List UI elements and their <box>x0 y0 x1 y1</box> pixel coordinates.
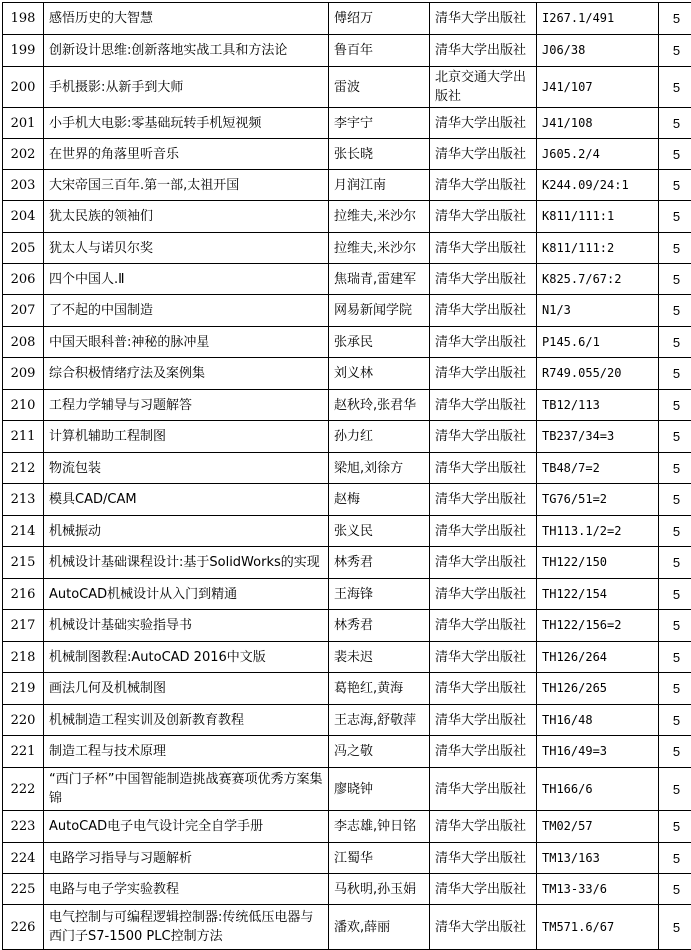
book-list-table <box>2 2 691 950</box>
call-number: TH122/156=2 <box>537 610 659 642</box>
row-number: 214 <box>3 516 44 547</box>
row-number: 207 <box>3 295 44 327</box>
call-number: I267.1/491 <box>537 3 659 35</box>
book-title: 四个中国人.Ⅱ <box>44 264 329 295</box>
row-number: 212 <box>3 453 44 484</box>
table-row <box>3 170 691 201</box>
book-author: 裴未迟 <box>329 642 430 673</box>
call-number: TH122/154 <box>537 579 659 610</box>
call-number: J605.2/4 <box>537 139 659 170</box>
row-number: 220 <box>3 705 44 736</box>
row-number: 202 <box>3 139 44 170</box>
book-author: 拉维夫,米沙尔 <box>329 201 430 233</box>
book-author: 林秀君 <box>329 610 430 642</box>
book-title: 在世界的角落里听音乐 <box>44 139 329 170</box>
row-number: 218 <box>3 642 44 673</box>
book-title: 感悟历史的大智慧 <box>44 3 329 35</box>
book-author: 林秀君 <box>329 547 430 579</box>
book-publisher: 清华大学出版社 <box>430 3 537 35</box>
table-row <box>3 139 691 170</box>
copy-count: 5 <box>659 843 691 874</box>
book-title: 机械设计基础课程设计:基于SolidWorks的实现 <box>44 547 329 579</box>
row-number: 209 <box>3 358 44 390</box>
table-row <box>3 390 691 421</box>
book-publisher: 清华大学出版社 <box>430 233 537 264</box>
book-publisher: 清华大学出版社 <box>430 642 537 673</box>
call-number: R749.055/20 <box>537 358 659 390</box>
copy-count: 5 <box>659 358 691 390</box>
row-number: 221 <box>3 736 44 768</box>
table-row <box>3 874 691 905</box>
row-number: 226 <box>3 905 44 950</box>
table-row <box>3 516 691 547</box>
book-publisher: 清华大学出版社 <box>430 736 537 768</box>
book-list-body <box>3 3 691 950</box>
copy-count: 5 <box>659 421 691 453</box>
book-author: 赵梅 <box>329 484 430 516</box>
copy-count: 5 <box>659 874 691 905</box>
book-publisher: 清华大学出版社 <box>430 264 537 295</box>
copy-count: 5 <box>659 35 691 67</box>
table-row <box>3 610 691 642</box>
book-author: 雷波 <box>329 67 430 108</box>
book-author: 马秋明,孙玉娟 <box>329 874 430 905</box>
book-title: 工程力学辅导与习题解答 <box>44 390 329 421</box>
book-author: 葛艳红,黄海 <box>329 673 430 705</box>
table-row <box>3 421 691 453</box>
call-number: J41/108 <box>537 108 659 139</box>
book-title: 犹太民族的领袖们 <box>44 201 329 233</box>
book-publisher: 清华大学出版社 <box>430 610 537 642</box>
book-author: 张长晓 <box>329 139 430 170</box>
table-row <box>3 295 691 327</box>
book-author: 张义民 <box>329 516 430 547</box>
book-publisher: 清华大学出版社 <box>430 484 537 516</box>
book-publisher: 清华大学出版社 <box>430 579 537 610</box>
table-row <box>3 3 691 35</box>
row-number: 213 <box>3 484 44 516</box>
copy-count: 5 <box>659 579 691 610</box>
book-publisher: 清华大学出版社 <box>430 768 537 811</box>
book-title: 创新设计思维:创新落地实战工具和方法论 <box>44 35 329 67</box>
table-row <box>3 264 691 295</box>
book-author: 孙力红 <box>329 421 430 453</box>
table-row <box>3 547 691 579</box>
copy-count: 5 <box>659 736 691 768</box>
book-title: 模具CAD/CAM <box>44 484 329 516</box>
table-row <box>3 579 691 610</box>
row-number: 201 <box>3 108 44 139</box>
call-number: TH122/150 <box>537 547 659 579</box>
book-publisher: 清华大学出版社 <box>430 874 537 905</box>
book-publisher: 清华大学出版社 <box>430 295 537 327</box>
call-number: TM13/163 <box>537 843 659 874</box>
call-number: TB48/7=2 <box>537 453 659 484</box>
row-number: 199 <box>3 35 44 67</box>
book-title: 手机摄影:从新手到大师 <box>44 67 329 108</box>
copy-count: 5 <box>659 170 691 201</box>
book-author: 李志雄,钟日铭 <box>329 811 430 843</box>
table-row <box>3 327 691 358</box>
table-row <box>3 811 691 843</box>
book-author: 廖晓钟 <box>329 768 430 811</box>
book-publisher: 清华大学出版社 <box>430 35 537 67</box>
book-title: 机械振动 <box>44 516 329 547</box>
book-author: 梁旭,刘徐方 <box>329 453 430 484</box>
book-title: 了不起的中国制造 <box>44 295 329 327</box>
table-row <box>3 673 691 705</box>
copy-count: 5 <box>659 453 691 484</box>
row-number: 224 <box>3 843 44 874</box>
book-publisher: 清华大学出版社 <box>430 843 537 874</box>
row-number: 216 <box>3 579 44 610</box>
book-publisher: 清华大学出版社 <box>430 516 537 547</box>
copy-count: 5 <box>659 905 691 950</box>
book-title: 物流包装 <box>44 453 329 484</box>
book-publisher: 北京交通大学出版社 <box>430 67 537 108</box>
copy-count: 5 <box>659 390 691 421</box>
book-publisher: 清华大学出版社 <box>430 421 537 453</box>
row-number: 204 <box>3 201 44 233</box>
table-row <box>3 484 691 516</box>
call-number: TM571.6/67 <box>537 905 659 950</box>
call-number: K825.7/67:2 <box>537 264 659 295</box>
book-title: 计算机辅助工程制图 <box>44 421 329 453</box>
book-author: 冯之敬 <box>329 736 430 768</box>
call-number: K811/111:1 <box>537 201 659 233</box>
table-row <box>3 67 691 108</box>
book-author: 刘义林 <box>329 358 430 390</box>
row-number: 217 <box>3 610 44 642</box>
copy-count: 5 <box>659 811 691 843</box>
copy-count: 5 <box>659 3 691 35</box>
call-number: J06/38 <box>537 35 659 67</box>
row-number: 223 <box>3 811 44 843</box>
copy-count: 5 <box>659 673 691 705</box>
table-row <box>3 108 691 139</box>
call-number: TH16/49=3 <box>537 736 659 768</box>
book-publisher: 清华大学出版社 <box>430 139 537 170</box>
copy-count: 5 <box>659 768 691 811</box>
copy-count: 5 <box>659 233 691 264</box>
book-publisher: 清华大学出版社 <box>430 547 537 579</box>
book-title: 大宋帝国三百年.第一部,太祖开国 <box>44 170 329 201</box>
book-title: “西门子杯”中国智能制造挑战赛赛项优秀方案集锦 <box>44 768 329 811</box>
book-author: 网易新闻学院 <box>329 295 430 327</box>
row-number: 205 <box>3 233 44 264</box>
call-number: TB237/34=3 <box>537 421 659 453</box>
row-number: 200 <box>3 67 44 108</box>
copy-count: 5 <box>659 108 691 139</box>
call-number: TH126/265 <box>537 673 659 705</box>
book-author: 鲁百年 <box>329 35 430 67</box>
book-title: 电路与电子学实验教程 <box>44 874 329 905</box>
call-number: TH166/6 <box>537 768 659 811</box>
table-row <box>3 233 691 264</box>
book-title: 小手机大电影:零基础玩转手机短视频 <box>44 108 329 139</box>
book-author: 张承民 <box>329 327 430 358</box>
book-publisher: 清华大学出版社 <box>430 705 537 736</box>
copy-count: 5 <box>659 516 691 547</box>
copy-count: 5 <box>659 264 691 295</box>
call-number: TM13-33/6 <box>537 874 659 905</box>
book-author: 月润江南 <box>329 170 430 201</box>
book-title: 电气控制与可编程逻辑控制器:传统低压电器与西门子S7-1500 PLC控制方法 <box>44 905 329 950</box>
call-number: TM02/57 <box>537 811 659 843</box>
call-number: TH113.1/2=2 <box>537 516 659 547</box>
call-number: TH16/48 <box>537 705 659 736</box>
book-publisher: 清华大学出版社 <box>430 108 537 139</box>
table-row <box>3 768 691 811</box>
copy-count: 5 <box>659 610 691 642</box>
book-title: 电路学习指导与习题解析 <box>44 843 329 874</box>
book-author: 江蜀华 <box>329 843 430 874</box>
row-number: 215 <box>3 547 44 579</box>
table-row <box>3 843 691 874</box>
call-number: J41/107 <box>537 67 659 108</box>
book-title: 制造工程与技术原理 <box>44 736 329 768</box>
book-title: 机械制图教程:AutoCAD 2016中文版 <box>44 642 329 673</box>
book-title: 犹太人与诺贝尔奖 <box>44 233 329 264</box>
book-title: 中国天眼科普:神秘的脉冲星 <box>44 327 329 358</box>
table-row <box>3 453 691 484</box>
row-number: 211 <box>3 421 44 453</box>
book-publisher: 清华大学出版社 <box>430 453 537 484</box>
call-number: P145.6/1 <box>537 327 659 358</box>
row-number: 198 <box>3 3 44 35</box>
book-author: 拉维夫,米沙尔 <box>329 233 430 264</box>
book-publisher: 清华大学出版社 <box>430 170 537 201</box>
book-author: 潘欢,薛丽 <box>329 905 430 950</box>
table-row <box>3 201 691 233</box>
book-author: 焦瑞青,雷建军 <box>329 264 430 295</box>
copy-count: 5 <box>659 139 691 170</box>
book-author: 赵秋玲,张君华 <box>329 390 430 421</box>
book-author: 王志海,舒敬萍 <box>329 705 430 736</box>
row-number: 219 <box>3 673 44 705</box>
table-row <box>3 905 691 950</box>
book-title: 机械制造工程实训及创新教育教程 <box>44 705 329 736</box>
book-publisher: 清华大学出版社 <box>430 811 537 843</box>
table-row <box>3 736 691 768</box>
book-title: AutoCAD机械设计从入门到精通 <box>44 579 329 610</box>
book-author: 傅绍万 <box>329 3 430 35</box>
row-number: 208 <box>3 327 44 358</box>
book-publisher: 清华大学出版社 <box>430 390 537 421</box>
call-number: N1/3 <box>537 295 659 327</box>
book-publisher: 清华大学出版社 <box>430 673 537 705</box>
book-author: 王海锋 <box>329 579 430 610</box>
row-number: 225 <box>3 874 44 905</box>
call-number: TH126/264 <box>537 642 659 673</box>
copy-count: 5 <box>659 705 691 736</box>
call-number: K244.09/24:1 <box>537 170 659 201</box>
copy-count: 5 <box>659 201 691 233</box>
book-publisher: 清华大学出版社 <box>430 358 537 390</box>
copy-count: 5 <box>659 642 691 673</box>
book-title: AutoCAD电子电气设计完全自学手册 <box>44 811 329 843</box>
call-number: K811/111:2 <box>537 233 659 264</box>
call-number: TB12/113 <box>537 390 659 421</box>
copy-count: 5 <box>659 327 691 358</box>
copy-count: 5 <box>659 547 691 579</box>
book-author: 李宇宁 <box>329 108 430 139</box>
book-publisher: 清华大学出版社 <box>430 201 537 233</box>
copy-count: 5 <box>659 484 691 516</box>
row-number: 206 <box>3 264 44 295</box>
copy-count: 5 <box>659 295 691 327</box>
table-row <box>3 642 691 673</box>
book-publisher: 清华大学出版社 <box>430 327 537 358</box>
row-number: 222 <box>3 768 44 811</box>
book-title: 综合积极情绪疗法及案例集 <box>44 358 329 390</box>
book-title: 机械设计基础实验指导书 <box>44 610 329 642</box>
call-number: TG76/51=2 <box>537 484 659 516</box>
book-title: 画法几何及机械制图 <box>44 673 329 705</box>
table-row <box>3 358 691 390</box>
row-number: 210 <box>3 390 44 421</box>
table-row <box>3 35 691 67</box>
row-number: 203 <box>3 170 44 201</box>
table-row <box>3 705 691 736</box>
book-publisher: 清华大学出版社 <box>430 905 537 950</box>
copy-count: 5 <box>659 67 691 108</box>
